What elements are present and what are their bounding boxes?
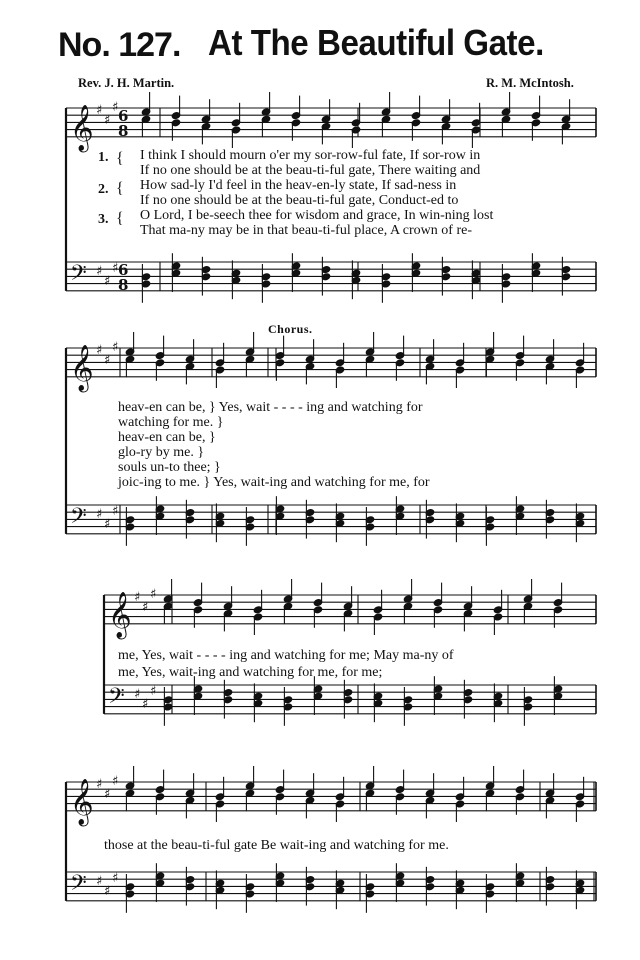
sharp-sign: ♯ — [96, 343, 103, 358]
sharp-sign: ♯ — [104, 274, 111, 289]
sharp-sign: ♯ — [96, 874, 103, 889]
lyric-line: glo-ry by me. } — [118, 445, 205, 460]
hymn-number: No. 127. — [58, 26, 181, 64]
verse-brace-3: { — [116, 210, 124, 227]
bass-clef: 𝄢 — [108, 684, 125, 714]
composer-credit: R. M. McIntosh. — [486, 76, 574, 90]
sharp-sign: ♯ — [104, 353, 111, 368]
time-signature: 8 — [118, 122, 129, 140]
sharp-sign: ♯ — [96, 103, 103, 118]
lyric-line: I think I should mourn o'er my sor-row-ful fate, If sor-row in — [140, 148, 481, 163]
lyricist-credit: Rev. J. H. Martin. — [78, 76, 175, 90]
sharp-sign: ♯ — [112, 774, 119, 789]
treble-clef: 𝄞 — [70, 345, 94, 391]
sharp-sign: ♯ — [134, 590, 141, 605]
sharp-sign: ♯ — [142, 600, 149, 615]
lyric-line: joic-ing to me. } Yes, wait-ing and watching for me, for — [118, 475, 430, 490]
bass-clef: 𝄢 — [70, 261, 87, 291]
lyric-line: That ma-ny may be in that beau-ti-ful place, A crown of re- — [140, 223, 472, 238]
sharp-sign: ♯ — [112, 261, 119, 276]
sharp-sign: ♯ — [104, 113, 111, 128]
treble-clef: 𝄞 — [70, 779, 94, 825]
lyric-line: heav-en can be, } — [118, 430, 216, 445]
sharp-sign: ♯ — [96, 507, 103, 522]
time-signature: 6 — [118, 261, 129, 279]
lyric-line: heav-en can be, } Yes, wait - - - - ing and watching for — [118, 400, 423, 415]
time-signature: 6 — [118, 107, 129, 125]
sharp-sign: ♯ — [104, 517, 111, 532]
lyric-line: If no one should be at the beau-ti-ful gate, There waiting and — [140, 163, 481, 178]
lyric-line: O Lord, I be-seech thee for wisdom and grace, In win-ning lost — [140, 208, 494, 223]
sharp-sign: ♯ — [150, 684, 157, 699]
treble-clef: 𝄞 — [70, 105, 94, 151]
sharp-sign: ♯ — [112, 340, 119, 355]
sharp-sign: ♯ — [104, 787, 111, 802]
verse-number-3: 3. — [98, 212, 109, 227]
bass-clef: 𝄢 — [70, 871, 87, 901]
sharp-sign: ♯ — [142, 697, 149, 712]
sharp-sign: ♯ — [150, 587, 157, 602]
sharp-sign: ♯ — [112, 100, 119, 115]
verse-number-1: 1. — [98, 150, 109, 165]
bass-clef: 𝄢 — [70, 504, 87, 534]
lyric-line: me, Yes, wait - - - - ing and watching for me; May ma-ny of — [118, 648, 454, 663]
chorus-label: Chorus. — [268, 322, 313, 336]
lyric-line: those at the beau-ti-ful gate Be wait-ing and watching for me. — [104, 838, 449, 853]
lyric-line: How sad-ly I'd feel in the heav-en-ly state, If sad-ness in — [140, 178, 457, 193]
sharp-sign: ♯ — [96, 777, 103, 792]
lyric-line: me, Yes, wait-ing and watching for me, for me; — [118, 665, 383, 680]
lyric-line: souls un-to thee; } — [118, 460, 221, 475]
lyric-line: watching for me. } — [118, 415, 224, 430]
sharp-sign: ♯ — [134, 687, 141, 702]
verse-number-2: 2. — [98, 182, 109, 197]
sharp-sign: ♯ — [112, 504, 119, 519]
sharp-sign: ♯ — [112, 871, 119, 886]
lyric-line: If no one should be at the beau-ti-ful gate, Conduct-ed to — [140, 193, 459, 208]
sharp-sign: ♯ — [96, 264, 103, 279]
treble-clef: 𝄞 — [108, 592, 132, 638]
sharp-sign: ♯ — [104, 884, 111, 899]
hymn-title: At The Beautiful Gate. — [208, 22, 544, 63]
verse-brace-2: { — [116, 180, 124, 197]
verse-brace-1: { — [116, 150, 124, 167]
time-signature: 8 — [118, 276, 129, 294]
